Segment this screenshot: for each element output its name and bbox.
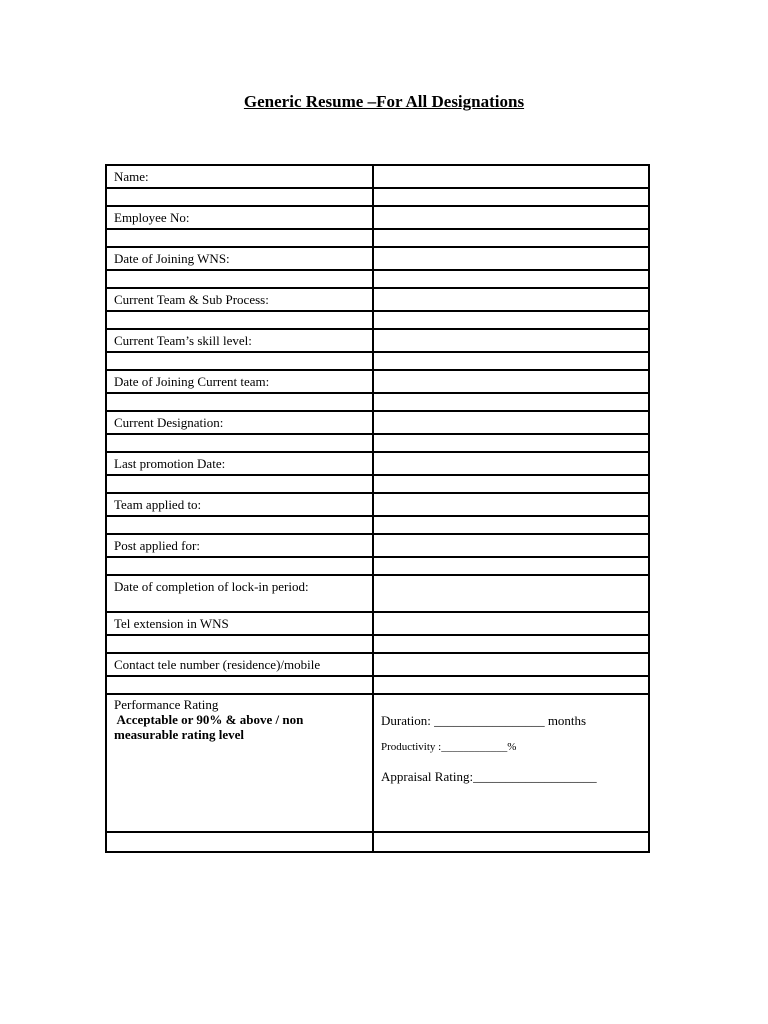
spacer-cell: [106, 311, 373, 329]
spacer-cell: [106, 229, 373, 247]
empty-last-row: [106, 832, 649, 852]
field-value-designation[interactable]: [373, 411, 649, 434]
performance-criteria-line2: measurable rating level: [114, 727, 244, 742]
field-label-team-applied: Team applied to:: [106, 493, 373, 516]
field-row-team-applied: [106, 493, 649, 516]
field-label-employee-no: Employee No:: [106, 206, 373, 229]
field-label-date-joining-wns: Date of Joining WNS:: [106, 247, 373, 270]
field-label-last-promotion: Last promotion Date:: [106, 452, 373, 475]
performance-values-cell: [373, 694, 649, 832]
field-row-lock-in: [106, 575, 649, 612]
spacer-cell: [373, 434, 649, 452]
field-value-current-team[interactable]: [373, 288, 649, 311]
performance-criteria-line1: Acceptable or 90% & above / non: [114, 712, 304, 727]
appraisal-rating-field[interactable]: Appraisal Rating:___________________: [381, 769, 597, 784]
spacer-cell: [106, 188, 373, 206]
field-value-date-joining-team[interactable]: [373, 370, 649, 393]
field-row-contact-number: [106, 653, 649, 676]
spacer-cell: [373, 516, 649, 534]
spacer-cell: [106, 635, 373, 653]
field-value-tel-extension[interactable]: [373, 612, 649, 635]
spacer-cell: [373, 352, 649, 370]
field-row-designation: [106, 411, 649, 434]
field-value-post-applied[interactable]: [373, 534, 649, 557]
field-value-name[interactable]: [373, 165, 649, 188]
field-row-name: [106, 165, 649, 188]
duration-field[interactable]: Duration: _________________ months: [381, 713, 587, 728]
spacer-cell: [373, 188, 649, 206]
field-label-date-joining-team: Date of Joining Current team:: [106, 370, 373, 393]
performance-label-cell: [106, 694, 373, 832]
spacer-cell: [106, 676, 373, 694]
spacer-cell: [373, 311, 649, 329]
field-row-last-promotion: [106, 452, 649, 475]
field-value-last-promotion[interactable]: [373, 452, 649, 475]
field-value-skill-level[interactable]: [373, 329, 649, 352]
field-row-date-joining-wns: [106, 247, 649, 270]
spacer-cell: [106, 352, 373, 370]
spacer-cell: [373, 393, 649, 411]
field-row-tel-extension: [106, 612, 649, 635]
field-label-post-applied: Post applied for:: [106, 534, 373, 557]
spacer-cell: [373, 676, 649, 694]
field-row-post-applied: [106, 534, 649, 557]
performance-rating-label: Performance Rating: [114, 697, 219, 712]
spacer-cell: [106, 557, 373, 575]
resume-form-table: [105, 164, 650, 853]
field-value-contact-number[interactable]: [373, 653, 649, 676]
field-value-team-applied[interactable]: [373, 493, 649, 516]
page-title: Generic Resume –For All Designations: [243, 92, 525, 111]
spacer-cell: [106, 516, 373, 534]
field-label-lock-in: Date of completion of lock-in period:: [106, 575, 373, 612]
field-label-name: Name:: [106, 165, 373, 188]
field-row-skill-level: [106, 329, 649, 352]
spacer-cell: [373, 475, 649, 493]
field-row-employee-no: [106, 206, 649, 229]
spacer-cell: [106, 475, 373, 493]
spacer-cell: [373, 557, 649, 575]
spacer-cell: [373, 270, 649, 288]
performance-row: [106, 694, 649, 832]
spacer-cell: [373, 229, 649, 247]
field-label-tel-extension: Tel extension in WNS: [106, 612, 373, 635]
field-value-date-joining-wns[interactable]: [373, 247, 649, 270]
spacer-cell: [106, 393, 373, 411]
field-label-skill-level: Current Team’s skill level:: [106, 329, 373, 352]
field-label-designation: Current Designation:: [106, 411, 373, 434]
productivity-field[interactable]: Productivity :____________%: [381, 741, 517, 753]
empty-cell[interactable]: [373, 832, 649, 852]
spacer-cell: [106, 434, 373, 452]
field-value-lock-in[interactable]: [373, 575, 649, 612]
empty-cell[interactable]: [106, 832, 373, 852]
field-row-current-team: [106, 288, 649, 311]
field-label-contact-number: Contact tele number (residence)/mobile: [106, 653, 373, 676]
field-row-date-joining-team: [106, 370, 649, 393]
spacer-cell: [373, 635, 649, 653]
spacer-cell: [106, 270, 373, 288]
field-label-current-team: Current Team & Sub Process:: [106, 288, 373, 311]
field-value-employee-no[interactable]: [373, 206, 649, 229]
